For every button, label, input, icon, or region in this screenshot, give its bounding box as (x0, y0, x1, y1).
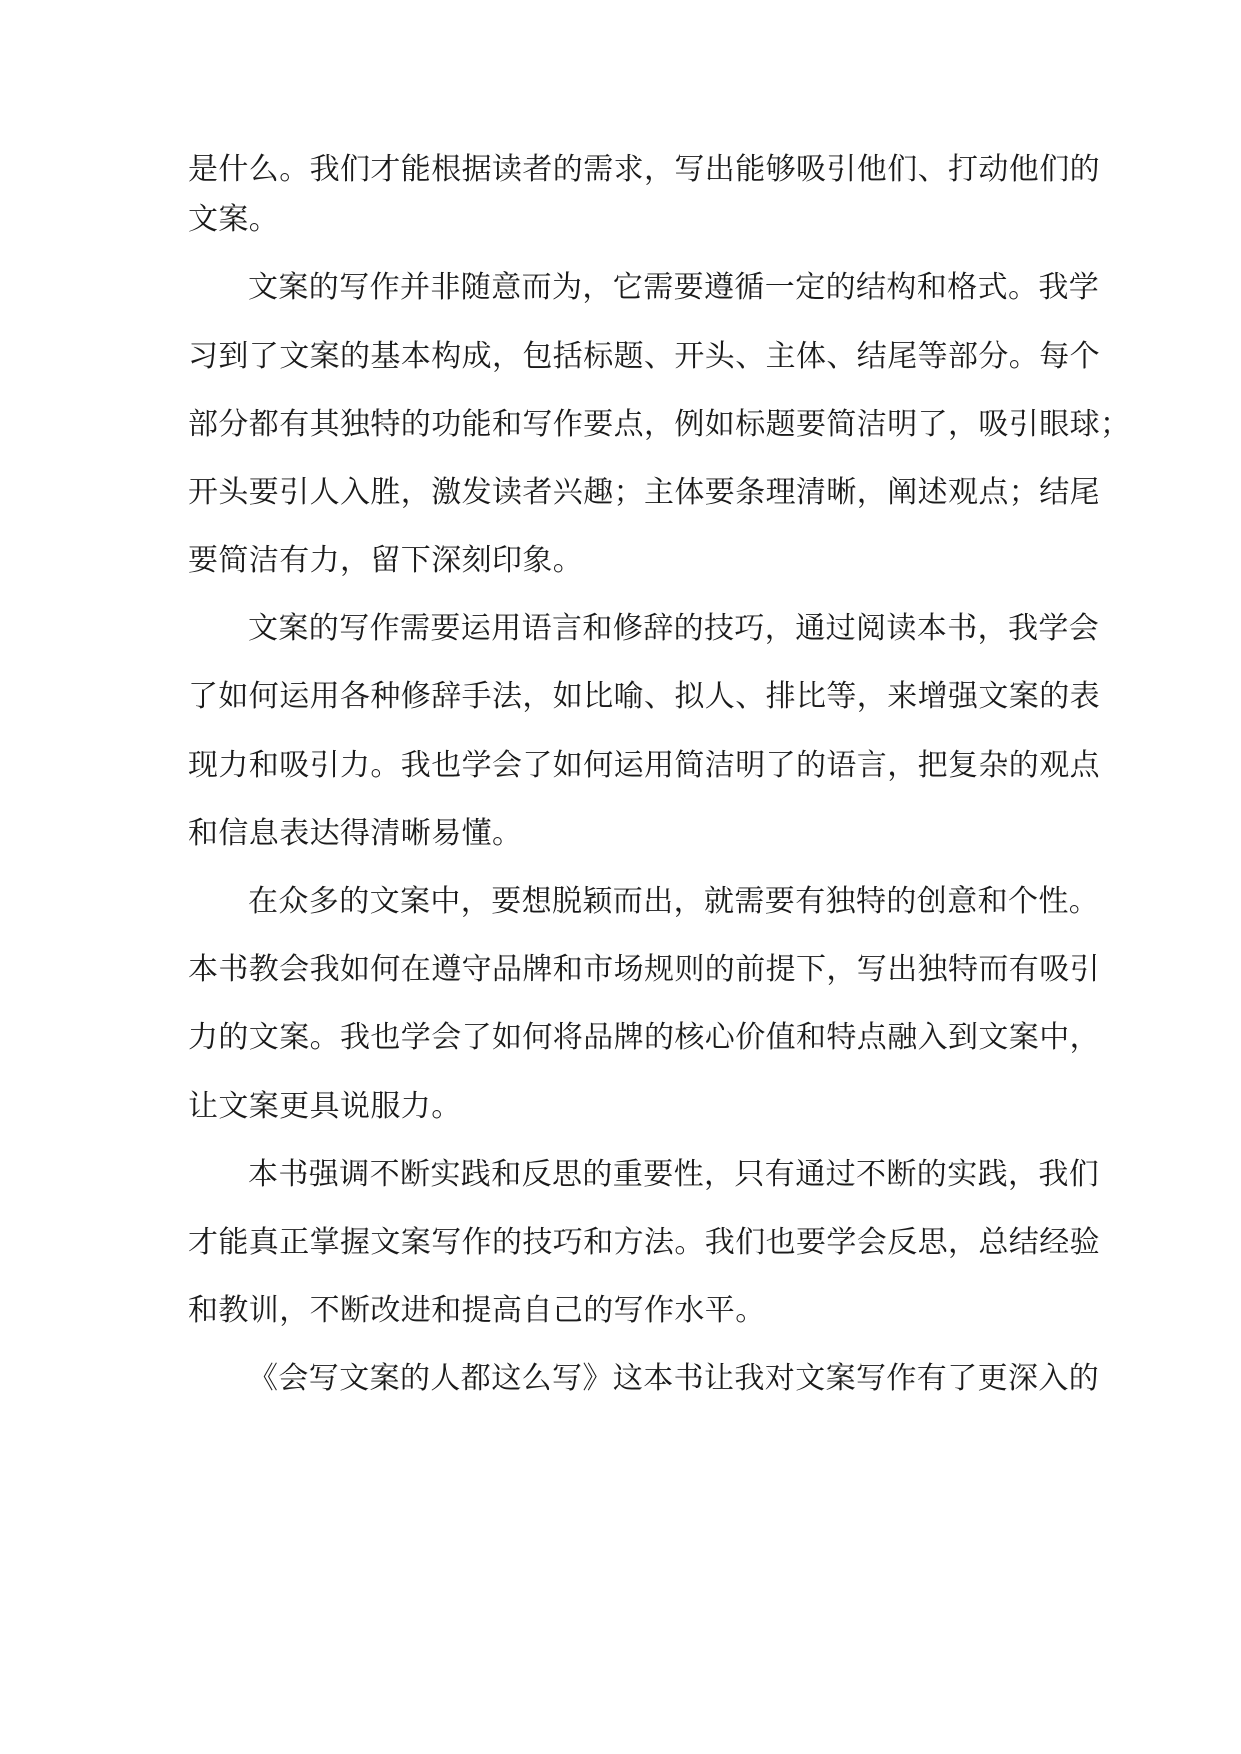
text-line: 力的文案。我也学会了如何将品牌的核心价值和特点融入到文案中， (188, 1020, 1100, 1055)
text-line: 本书教会我如何在遵守品牌和市场规则的前提下，写出独特而有吸引 (188, 952, 1100, 987)
text-line: 开头要引人入胜，激发读者兴趣；主体要条理清晰，阐述观点；结尾 (188, 475, 1100, 510)
text-line: 部分都有其独特的功能和写作要点，例如标题要简洁明了，吸引眼球； (188, 407, 1131, 442)
paragraph-first-line: 文案的写作并非随意而为，它需要遵循一定的结构和格式。我学 (248, 270, 1100, 305)
paragraph-first-line: 本书强调不断实践和反思的重要性，只有通过不断的实践，我们 (248, 1157, 1100, 1192)
paragraph-first-line: 在众多的文案中，要想脱颖而出，就需要有独特的创意和个性。 (248, 884, 1100, 919)
text-line: 要简洁有力，留下深刻印象。 (188, 543, 584, 578)
text-line: 是什么。我们才能根据读者的需求，写出能够吸引他们、打动他们的 (188, 152, 1100, 187)
text-line: 和教训，不断改进和提高自己的写作水平。 (188, 1293, 766, 1328)
text-line: 现力和吸引力。我也学会了如何运用简洁明了的语言，把复杂的观点 (188, 748, 1100, 783)
text-line: 习到了文案的基本构成，包括标题、开头、主体、结尾等部分。每个 (188, 339, 1100, 374)
text-line: 文案。 (188, 202, 280, 237)
text-line: 让文案更具说服力。 (188, 1089, 462, 1124)
paragraph-first-line: 文案的写作需要运用语言和修辞的技巧，通过阅读本书，我学会 (248, 611, 1100, 646)
paragraph-first-line: 《会写文案的人都这么写》这本书让我对文案写作有了更深入的 (248, 1361, 1100, 1396)
text-line: 才能真正掌握文案写作的技巧和方法。我们也要学会反思，总结经验 (188, 1225, 1100, 1260)
text-line: 了如何运用各种修辞手法，如比喻、拟人、排比等，来增强文案的表 (188, 679, 1100, 714)
text-line: 和信息表达得清晰易懂。 (188, 816, 523, 851)
